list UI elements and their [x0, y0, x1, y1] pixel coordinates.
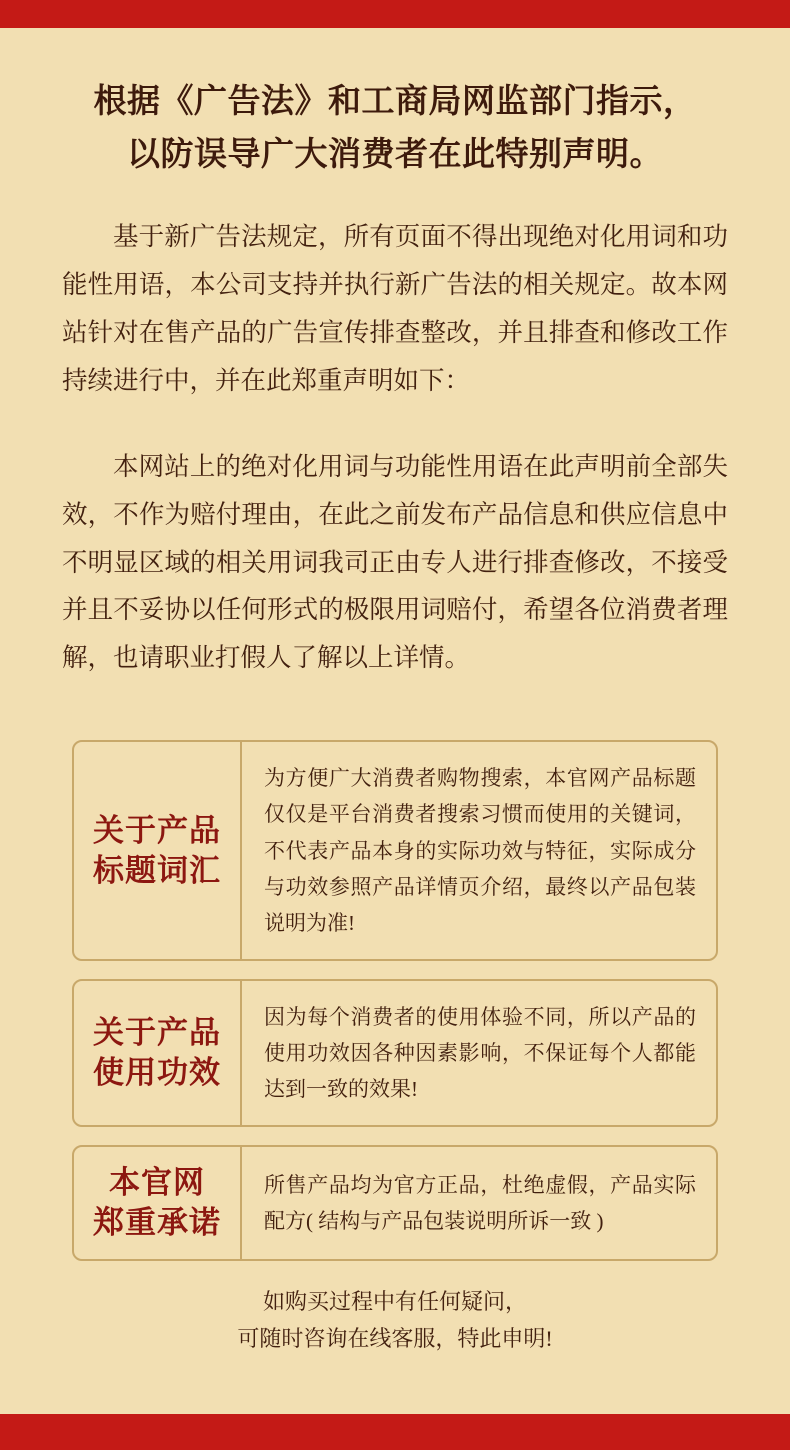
- page-title: [0, 28, 790, 183]
- footer-note-line-2: 可随时咨询在线客服，特此申明!: [237, 1325, 553, 1351]
- page-title-line-1: 根据《广告法》和工商局网监部门指示，: [93, 84, 697, 120]
- statement-card-title-line-2: 使用功效: [93, 1055, 221, 1091]
- statement-card-title-line-1: 关于产品: [93, 812, 221, 848]
- statement-card-list: [0, 740, 790, 1260]
- bottom-accent-bar: [0, 1414, 790, 1450]
- statement-paragraph-2: 本网站上的绝对化用词与功能性用语在此声明前全部失效，不作为赔付理由，在此之前发布产品信息和供应信息中不明显区域的相关用词我司正由专人进行排查修改，不接受并且不妥协以任何形式的极限用词赔付，希望各位消费者理解，也请职业打假人了解以上详情。: [62, 451, 728, 673]
- statement-card-title-line-2: 郑重承诺: [93, 1204, 221, 1240]
- statement-card-body: [242, 1147, 716, 1258]
- statement-card-body-text: 所售产品均为官方正品，杜绝虚假，产品实际配方( 结构与产品包装说明所诉一致 ): [264, 1172, 696, 1233]
- statement-card: [72, 979, 718, 1127]
- statement-card-body: [242, 981, 716, 1125]
- footer-note: [0, 1283, 790, 1358]
- statement-card-title-line-2: 标题词汇: [93, 852, 221, 888]
- statement-card: [72, 740, 718, 961]
- statement-card-title-line-1: 本官网: [109, 1165, 205, 1201]
- statement-card-title: [74, 742, 242, 959]
- statement-card-body-text: 因为每个消费者的使用体验不同，所以产品的使用功效因各种因素影响，不保证每个人都能达到一致的效果!: [264, 1004, 696, 1102]
- statement-card-body-text: 为方便广大消费者购物搜索，本官网产品标题仅仅是平台消费者搜索习惯而使用的关键词，不代表产品本身的实际功效与特征，实际成分与功效参照产品详情页介绍，最终以产品包装说明为准!: [264, 766, 696, 935]
- page-title-line-2: 以防误导广大消费者在此特别声明。: [127, 137, 663, 174]
- announcement-panel: [0, 28, 790, 1414]
- statement-body: [0, 213, 790, 682]
- statement-card: [72, 1145, 718, 1260]
- statement-card-title-line-1: 关于产品: [93, 1015, 221, 1051]
- statement-card-body: [242, 742, 716, 959]
- statement-card-title: [74, 981, 242, 1125]
- footer-note-line-1: 如购买过程中有任何疑问，: [262, 1288, 527, 1314]
- statement-card-title: [74, 1147, 242, 1258]
- statement-paragraph-1: 基于新广告法规定，所有页面不得出现绝对化用词和功能性用语，本公司支持并执行新广告法的相关规定。故本网站针对在售产品的广告宣传排查整改，并且排查和修改工作持续进行中，并在此郑重声明如下：: [62, 221, 728, 395]
